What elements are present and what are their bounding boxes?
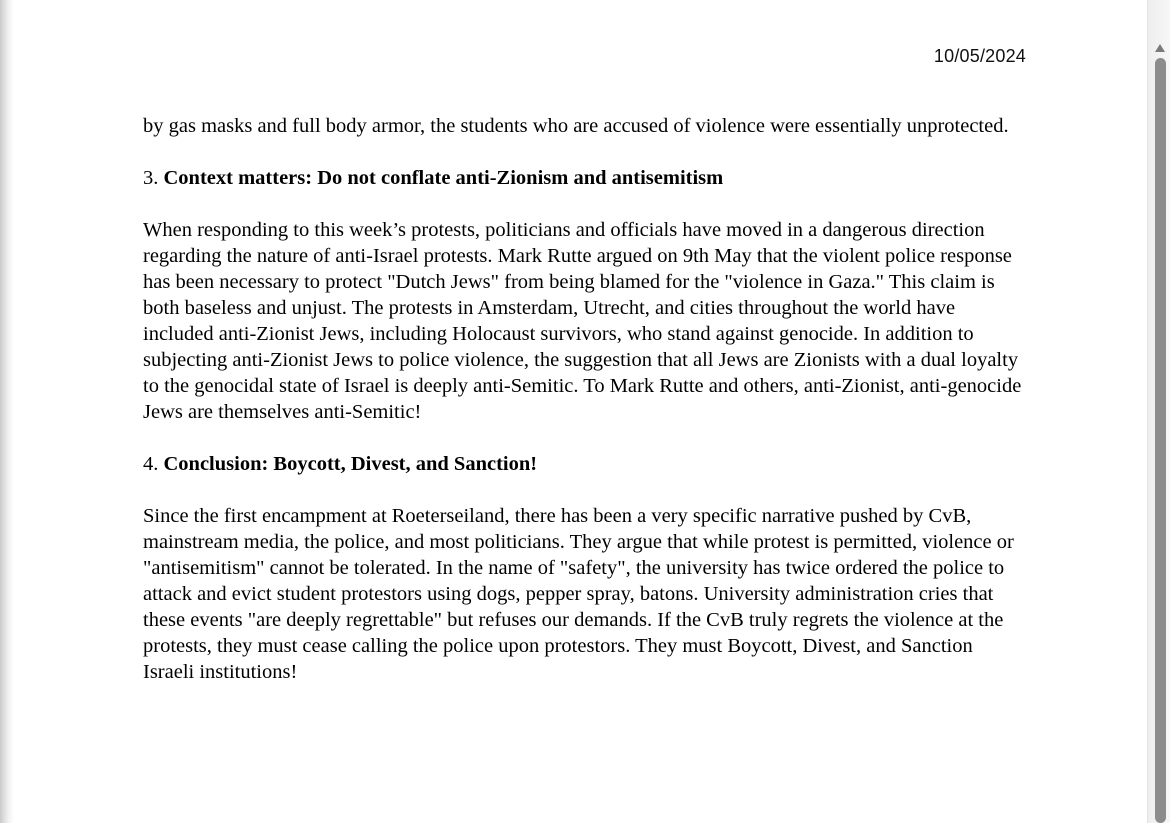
section-4-number: 4.: [143, 453, 164, 475]
paragraph-conclusion: Since the first encampment at Roeterseiland, there has been a very specific narrative pushed by CvB, mainstream media, the police, and most politicians. They argue that while protest is permitted, violence or "antisemitism" cannot be tolerated. In the name of "safety", the university has twice ordered the police to attack and evict student protestors using dogs, pepper spray, batons. University administration cries that these events "are deeply regrettable" but refuses our demands. If the CvB truly regrets the violence at the protests, they must cease calling the police upon protestors. They must Boycott, Divest, and Sanction Israeli institutions!: [143, 505, 1014, 683]
section-3-title: Context matters: Do not conflate anti-Zionism and antisemitism: [163, 167, 724, 189]
scrollbar-thumb[interactable]: [1155, 58, 1166, 823]
section-4-heading: [143, 451, 1023, 477]
document-page: [14, 0, 1148, 823]
paragraph-context: When responding to this week’s protests, politicians and officials have moved in a dangerous direction regarding the nature of anti-Israel protests. Mark Rutte argued on 9th May that the violent police response has been necessary to protect "Dutch Jews" from being blamed for the "violence in Gaza." This claim is both baseless and unjust. The protests in Amsterdam, Utrecht, and cities throughout the world have included anti-Zionist Jews, including Holocaust survivors, who stand against genocide. In addition to subjecting anti-Zionist Jews to police violence, the suggestion that all Jews are Zionists with a dual loyalty to the genocidal state of Israel is deeply anti-Semitic. To Mark Rutte and others, anti-Zionist, anti-genocide Jews are themselves anti-Semitic!: [143, 219, 1022, 423]
section-3-number: 3.: [143, 167, 164, 189]
page-edge-shadow: [0, 0, 14, 823]
document-date: 10/05/2024: [933, 46, 1026, 66]
section-3-heading: [143, 165, 1023, 191]
vertical-scrollbar[interactable]: [1147, 0, 1170, 823]
section-4-title: Conclusion: Boycott, Divest, and Sanction!: [163, 453, 538, 475]
chevron-up-icon[interactable]: [1155, 44, 1165, 52]
paragraph-armor: by gas masks and full body armor, the students who are accused of violence were essentially unprotected.: [143, 115, 1009, 137]
document-body: [143, 113, 1023, 711]
